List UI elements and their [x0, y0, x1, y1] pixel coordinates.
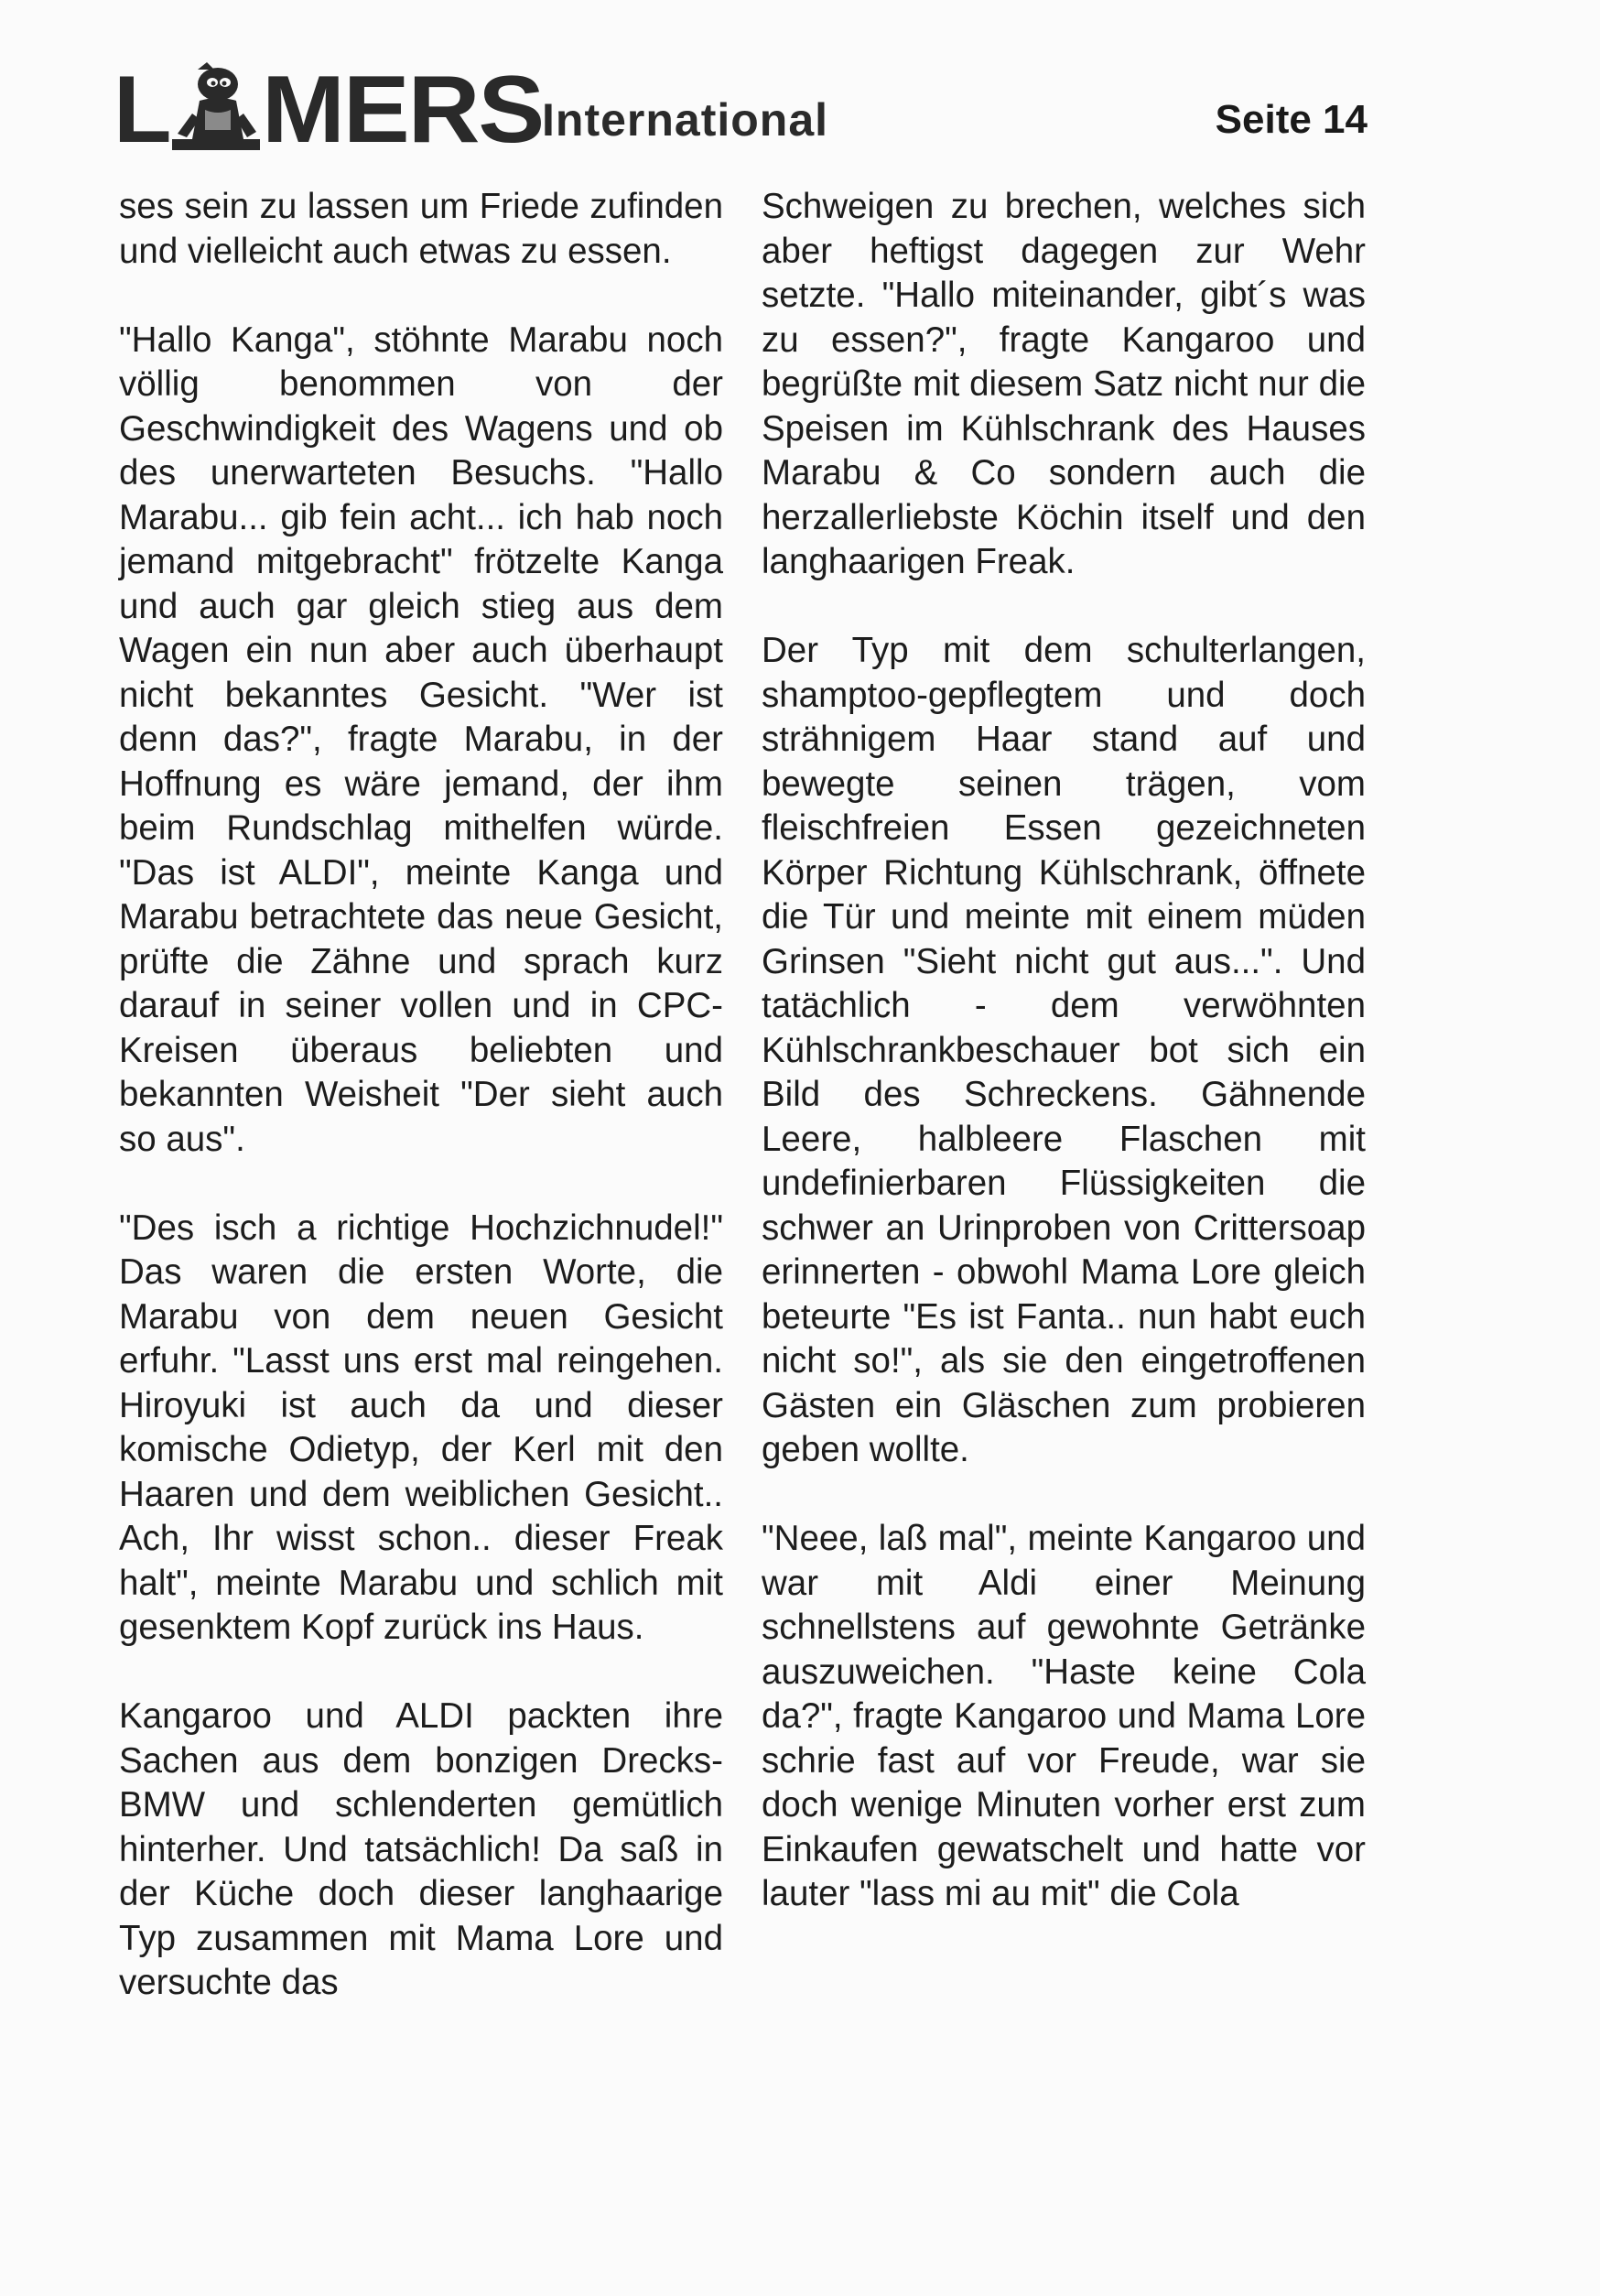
mascot-logo-icon [172, 59, 260, 154]
logo-letter-l: L [114, 57, 172, 163]
paragraph: "Hallo Kanga", stöhnte Marabu noch völlig benommen von der Geschwindigkeit des Wagens und ob des unerwarteten Besuchs. "Hallo Marabu... gib fein acht... ich hab noch jemand mitgebracht" frötzelte Kanga und auch gar gleich stieg aus dem Wagen ein nun aber auch überhaupt nicht bekanntes Gesicht. "Wer ist denn das?", fragte Marabu, in der Hoffnung es wäre jemand, der ihm beim Rundschlag mithelfen würde. "Das ist ALDI", meinte Kanga und Marabu betrachtete das neue Gesicht, prüfte die Zähne und sprach kurz darauf in seiner vollen und in CPC-Kreisen überaus beliebten und bekannten Weisheit "Der sieht auch so aus". [119, 319, 723, 1159]
logo-wordmark: MERS [261, 57, 543, 163]
page-header [114, 53, 1368, 163]
left-column [119, 185, 723, 2006]
paragraph: Kangaroo und ALDI packten ihre Sachen aus dem bonzigen Drecks-BMW und schlenderten gemütlich hinterher. Und tatsächlich! Da saß in der Küche doch dieser langhaarige Typ zusammen mit Mama Lore und versuchte das [119, 1696, 723, 2002]
right-column [762, 185, 1366, 1917]
logo-subtitle: International [542, 94, 829, 146]
paragraph: "Neee, laß mal", meinte Kangaroo und war mit Aldi einer Meinung schnellstens auf gewohnte Getränke auszuweichen. "Haste keine Cola da?", fragte Kangaroo und Mama Lore schrie fast auf vor Freude, war sie doch wenige Minuten vorher erst zum Einkaufen gewatschelt und hatte vor lauter "lass mi au mit" die Cola [762, 1519, 1366, 1913]
page-number: Seite 14 [1215, 97, 1368, 142]
paragraph: ses sein zu lassen um Friede zufinden und vielleicht auch etwas zu essen. [119, 187, 723, 271]
paragraph: Der Typ mit dem schulterlangen, shamptoo-gepflegtem und doch strähnigem Haar stand auf und bewegte seinen trägen, vom fleischfreien Essen gezeichneten Körper Richtung Kühlschrank, öffnete die Tür und meinte mit einem müden Grinsen "Sieht nicht gut aus...". Und tatächlich - dem verwöhnten Kühlschrankbeschauer bot sich ein Bild des Schreckens. Gähnende Leere, halbleere Flaschen mit undefinierbaren Flüssigkeiten die schwer an Urinproben von Crittersoap erinnerten - obwohl Mama Lore gleich beteurte "Es ist Fanta.. nun habt euch nicht so!", als sie den eingetroffenen Gästen ein Gläschen zum probieren geben wollte. [762, 631, 1366, 1469]
paragraph: "Des isch a richtige Hochzichnudel!" Das waren die ersten Worte, die Marabu von dem neuen Gesicht erfuhr. "Lasst uns erst mal reingehen. Hiroyuki ist auch da und dieser komische Odietyp, der Kerl mit den Haaren und dem weiblichen Gesicht.. Ach, Ihr wisst schon.. dieser Freak halt", meinte Marabu und schlich mit gesenktem Kopf zurück ins Haus. [119, 1208, 723, 1647]
magazine-logo [114, 53, 829, 163]
paragraph: Schweigen zu brechen, welches sich aber heftigst dagegen zur Wehr setzte. "Hallo miteinander, gibt´s was zu essen?", fragte Kangaroo und begrüßte mit diesem Satz nicht nur die Speisen im Kühlschrank des Hauses Marabu & Co sondern auch die herzallerliebste Köchin itself und den langhaarigen Freak. [762, 187, 1366, 581]
